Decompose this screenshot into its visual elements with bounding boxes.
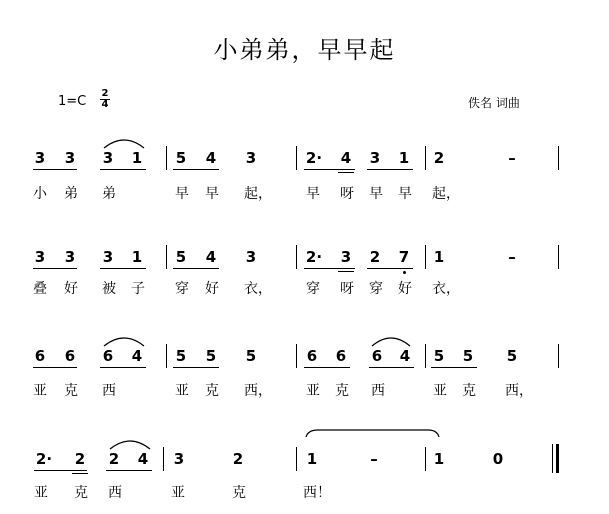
lyric: 呀 [340,186,354,202]
lyric: 克 [64,383,78,399]
note: 6 [335,347,347,365]
note: 2· [305,149,323,167]
song-title: 小弟弟，早早起 [213,36,396,64]
note: 1 [131,248,143,266]
note: 3 [245,149,257,167]
lyric: 克 [335,383,349,399]
lyric: 克 [462,383,476,399]
note: 4 [205,149,217,167]
note: 5 [506,347,518,365]
lyric: 早 [398,186,412,202]
note: 3 [102,149,114,167]
note: 1 [131,149,143,167]
lyric: 子 [131,281,145,297]
slur [110,441,150,449]
note: 6 [64,347,76,365]
lyric: 小 [33,186,47,202]
note: 1 [433,248,445,266]
slur [104,140,144,148]
note: 1 [398,149,410,167]
lyric: 西 [371,383,385,399]
note: 3 [369,149,381,167]
note: 2 [74,450,86,468]
lyric: 起， [432,186,460,202]
lyric: 亚 [34,485,48,501]
lyric: 克 [232,485,246,501]
lyric: 好 [205,281,219,297]
note: 3 [340,248,352,266]
lyric: 起， [244,186,272,202]
note: 3 [34,248,46,266]
note: – [508,149,516,167]
lyric: 衣， [244,281,272,297]
lyric: 穿 [306,281,320,297]
lyric: 弟 [64,186,78,202]
lyric: 西 [102,383,116,399]
lyric: 西， [244,383,272,399]
note: – [370,450,378,468]
note: 2· [305,248,323,266]
note: 2 [369,248,381,266]
note: 1 [433,450,445,468]
note: 5 [175,248,187,266]
lyric: 西！ [303,485,331,501]
lyric: 被 [102,281,116,297]
note: 4 [205,248,217,266]
time-signature-bottom: 4 [101,99,109,110]
note: 0 [492,450,504,468]
note: 4 [131,347,143,365]
lyric: 亚 [171,485,185,501]
lyric: 亚 [433,383,447,399]
lyric: 早 [205,186,219,202]
lyric: 好 [64,281,78,297]
note: 2· [35,450,53,468]
lyric: 叠 [33,281,47,297]
note: 7 [398,248,410,266]
note: 2 [433,149,445,167]
lyric: 克 [205,383,219,399]
lyric: 早 [369,186,383,202]
note: 4 [137,450,149,468]
note: 4 [399,347,411,365]
note: 4 [340,149,352,167]
lyric: 穿 [175,281,189,297]
lyric: 早 [175,186,189,202]
note: 3 [64,248,76,266]
note: 5 [462,347,474,365]
note: 6 [306,347,318,365]
note: 1 [306,450,318,468]
note: – [508,248,516,266]
slur [104,338,144,346]
tie [306,430,439,437]
key-signature: 1=C [58,94,87,109]
note: 6 [34,347,46,365]
note: 2 [232,450,244,468]
lyric: 弟 [102,186,116,202]
time-signature-top: 2 [101,88,109,99]
note: 5 [175,347,187,365]
note: 3 [34,149,46,167]
lyric: 克 [74,485,88,501]
lyric: 衣， [432,281,460,297]
note: 3 [245,248,257,266]
lyric: 亚 [175,383,189,399]
slur [372,338,410,346]
note: 2 [108,450,120,468]
note: 6 [102,347,114,365]
note: 3 [173,450,185,468]
lyric: 西， [505,383,533,399]
lyric: 亚 [306,383,320,399]
note: 5 [245,347,257,365]
note: 6 [371,347,383,365]
note: 3 [64,149,76,167]
note: 5 [175,149,187,167]
note: 5 [433,347,445,365]
note: 3 [102,248,114,266]
lyric: 穿 [369,281,383,297]
lyric: 呀 [340,281,354,297]
lyric: 亚 [33,383,47,399]
lyric: 好 [398,281,412,297]
lyric: 西 [108,485,122,501]
note: 5 [205,347,217,365]
credit: 佚名 词曲 [468,96,520,110]
lyric: 早 [306,186,320,202]
